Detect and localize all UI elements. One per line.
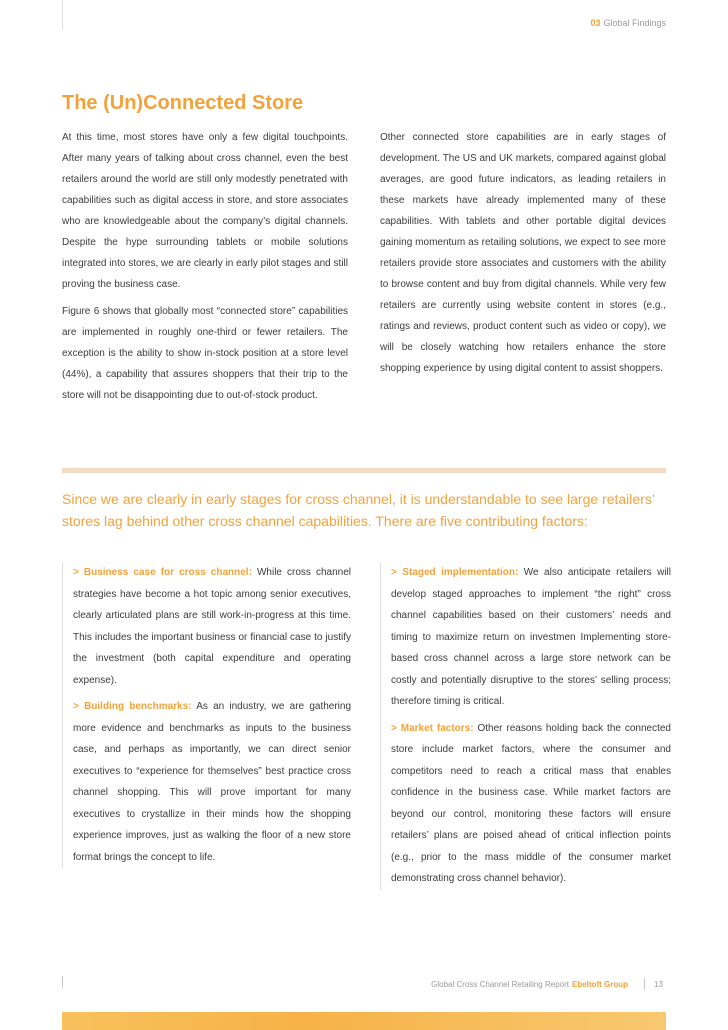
arrow-icon: > <box>73 567 79 578</box>
factors-column-right <box>380 562 671 890</box>
bottom-band <box>62 1012 666 1030</box>
arrow-icon: > <box>73 701 79 712</box>
page-footer <box>0 970 728 1000</box>
factor-text: As an industry, we are gathering more evidence and benchmarks as inputs to the business case, and perhaps as importantly, we can direct senior executives to “experience for themselves” best practice cross channel shopping. This will prove important for many executives to crystallize in their minds how the shopping experience improves, just as walking the floor of a new store format brings the concept to life. <box>73 701 352 863</box>
brand-name: Ebeltoft Group <box>572 980 628 989</box>
factor-business-case <box>73 562 351 691</box>
arrow-icon: > <box>391 567 397 578</box>
footer-report-title <box>431 980 628 989</box>
callout-text: Since we are clearly in early stages for cross channel, it is understandable to see large retailers’ stores lag behind other cross channel capabilities. There are five contributing factors: <box>62 491 655 529</box>
footer-divider <box>644 978 645 990</box>
page-number: 13 <box>654 980 663 989</box>
body-column-left <box>62 127 348 406</box>
section-tag <box>590 18 666 28</box>
paragraph: Other connected store capabilities are in early stages of development. The US and UK markets, compared against global averages, are good future indicators, as leading retailers in these markets have already implemented many of these capabilities. With tablets and other portable digital devices gaining momentum as retailing solutions, we expect to see more retailers provide store associates and customers with the ability to browse content and buy from digital channels. While very few retailers are currently using website content in stores (e.g., ratings and reviews, product content such as video or copy), we will be closely watching how retailers enhance the store shopping experience by using digital content to assist shoppers. <box>380 132 666 374</box>
factor-label: Building benchmarks: <box>84 701 192 712</box>
body-column-right <box>380 127 666 379</box>
factor-staged-implementation <box>391 562 671 713</box>
arrow-icon: > <box>391 722 397 734</box>
factor-building-benchmarks <box>73 696 351 868</box>
factor-label: Staged implementation: <box>402 567 519 578</box>
factor-text: We also anticipate retailers will develop staged approaches to implement “the right” cross channel capabilities based on their customers’ needs and timing to maximize return on investmen Implementing store-based cross channel across a large store network can be costly and potentially disruptive to the stores’ selling process; therefore timing is critical. <box>391 567 671 707</box>
section-title: Global Findings <box>603 18 666 28</box>
page-title: The (Un)Connected Store <box>62 92 304 114</box>
page-header <box>0 0 728 38</box>
footer-rule <box>62 976 63 988</box>
paragraph: Figure 6 shows that globally most “connected store” capabilities are implemented in roughly one-third or fewer retailers. The exception is the ability to show in-stock position at a store level (44%), a capability that assures shoppers that their trip to the store will not be disappointing due to out-of-stock product. <box>62 306 348 401</box>
report-title: Global Cross Channel Retailing Report <box>431 980 569 989</box>
section-divider <box>62 468 666 473</box>
paragraph: At this time, most stores have only a few digital touchpoints. After many years of talking about cross channel, even the best retailers around the world are still only modestly penetrated with capabilities such as digital access in store, and store associates who are knowledgeable about the company’s digital channels. Despite the hype surrounding tablets or mobile solutions integrated into stores, we are clearly in early pilot stages and still proving the business case. <box>62 132 348 290</box>
section-number: 03 <box>590 18 601 28</box>
factor-market-factors <box>391 718 671 890</box>
factor-label: Market factors: <box>400 722 474 734</box>
header-rule <box>62 0 63 30</box>
factors-column-left <box>62 562 351 868</box>
factor-text: Other reasons holding back the connected store include market factors, where the consumer and competitors need to reach a critical mass that enables confidence in the business case. While market factors are beyond our control, monitoring these factors will ensure retailers’ plans are poised ahead of critical inflection points (e.g., prior to the mass middle of the consumer market demonstrating cross channel behavior). <box>391 722 671 884</box>
factor-label: Business case for cross channel: <box>83 567 252 578</box>
factor-text: While cross channel strategies have become a hot topic among senior executives, clearly articulated plans are still work-in-progress at this time. This includes the important business or financial case to justify the investment (both capital expenditure and operating expense). <box>73 567 351 686</box>
